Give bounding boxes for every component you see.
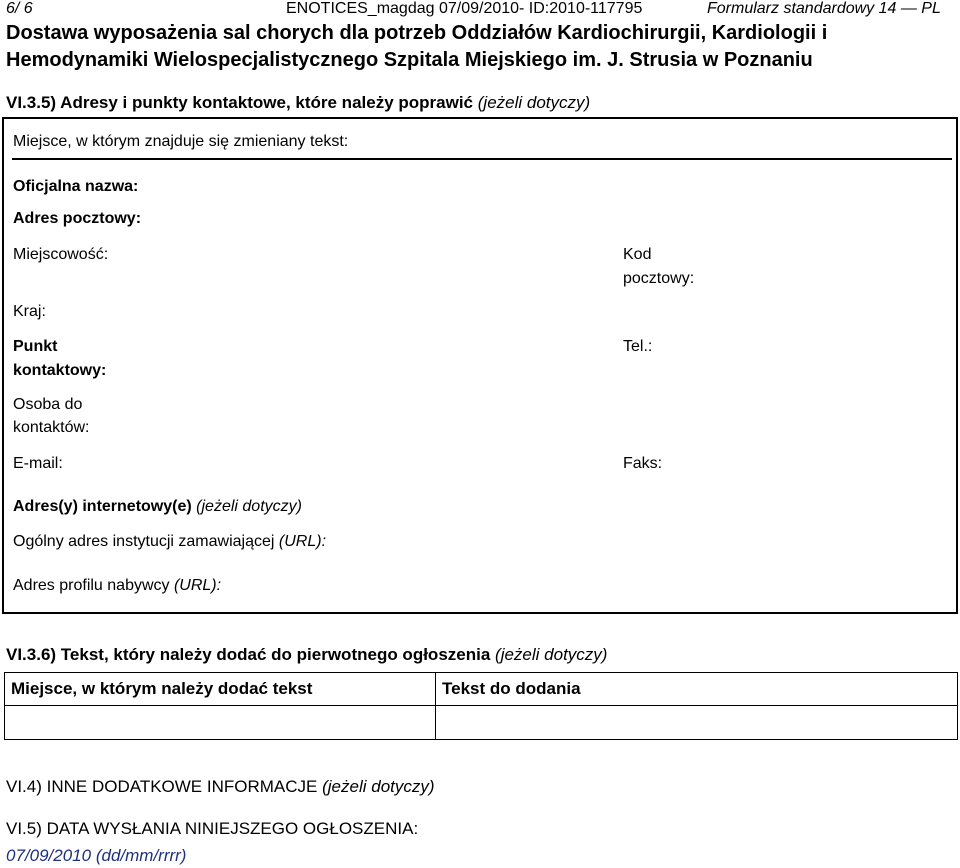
- form-name: Formularz standardowy 14 — PL: [707, 0, 941, 17]
- buyer-profile-url-label: (URL):: [173, 577, 222, 594]
- section-vi-5-heading: VI.5) DATA WYSŁANIA NINIEJSZEGO OGŁOSZENIA:: [6, 819, 419, 838]
- section-vi-4-title: VI.4) INNE DODATKOWE INFORMACJE: [6, 777, 318, 796]
- postal-code-label-line-1: Kod: [623, 246, 652, 263]
- contact-person-label-line-2: kontaktów:: [13, 419, 90, 436]
- city-label: Miejscowość:: [13, 246, 109, 263]
- notice-title-line-2: Hemodynamiki Wielospecjalistycznego Szpitala Miejskiego im. J. Strusia w Poznaniu: [6, 49, 813, 71]
- table-header-row: [5, 673, 958, 706]
- text-to-add-table: [4, 672, 958, 740]
- official-name-label: Oficjalna nazwa:: [13, 178, 139, 195]
- section-vi-4-note: (jeżeli dotyczy): [322, 777, 435, 796]
- section-vi-3-5-note: (jeżeli dotyczy): [477, 93, 591, 112]
- contact-point-label-line-1: Punkt: [13, 338, 58, 355]
- section-vi-3-6-title: VI.3.6) Tekst, który należy dodać do pierwotnego ogłoszenia: [6, 645, 491, 664]
- general-address-url-label: (URL):: [278, 533, 327, 550]
- changed-text-place-label: Miejsce, w którym znajduje się zmieniany tekst:: [13, 133, 349, 150]
- divider: [12, 158, 952, 160]
- internet-addresses-title: Adres(y) internetowy(e): [13, 498, 192, 515]
- dispatch-date-format: (dd/mm/rrrr): [95, 846, 187, 865]
- page-number: 6/ 6: [6, 0, 33, 17]
- general-address-label: [13, 530, 326, 554]
- fax-label: Faks:: [623, 455, 663, 472]
- buyer-profile-text: Adres profilu nabywcy: [13, 577, 170, 594]
- notice-title-line-1: Dostawa wyposażenia sal chorych dla potrzeb Oddziałów Kardiochirurgii, Kardiologii i: [6, 22, 828, 44]
- general-address-text: Ogólny adres instytucji zamawiającej: [13, 533, 275, 550]
- country-label: Kraj:: [13, 303, 46, 320]
- email-label: E-mail:: [13, 455, 63, 472]
- dispatch-date: [6, 846, 186, 866]
- column-header-text: Tekst do dodania: [436, 673, 958, 706]
- table-cell-text: [436, 706, 958, 740]
- contact-address-box: [2, 117, 958, 614]
- column-header-place: Miejsce, w którym należy dodać tekst: [5, 673, 436, 706]
- section-vi-3-6-note: (jeżeli dotyczy): [495, 645, 608, 664]
- internet-addresses-heading: [13, 495, 302, 519]
- telephone-label: Tel.:: [623, 338, 653, 355]
- dispatch-date-value: 07/09/2010: [6, 846, 92, 865]
- postal-address-label: Adres pocztowy:: [13, 210, 142, 227]
- buyer-profile-label: [13, 574, 221, 598]
- document-id: ENOTICES_magdag 07/09/2010- ID:2010-117795: [286, 0, 643, 17]
- section-vi-4-heading: [6, 777, 435, 797]
- section-vi-3-5-title: VI.3.5) Adresy i punkty kontaktowe, które należy poprawić: [6, 93, 474, 112]
- section-vi-3-5-heading: [6, 93, 590, 113]
- contact-point-label-line-2: kontaktowy:: [13, 362, 107, 379]
- internet-addresses-note: (jeżeli dotyczy): [196, 498, 302, 515]
- contact-person-label-line-1: Osoba do: [13, 396, 83, 413]
- postal-code-label-line-2: pocztowy:: [623, 270, 695, 287]
- table-cell-place: [5, 706, 436, 740]
- table-row: [5, 706, 958, 740]
- section-vi-3-6-heading: [6, 645, 607, 665]
